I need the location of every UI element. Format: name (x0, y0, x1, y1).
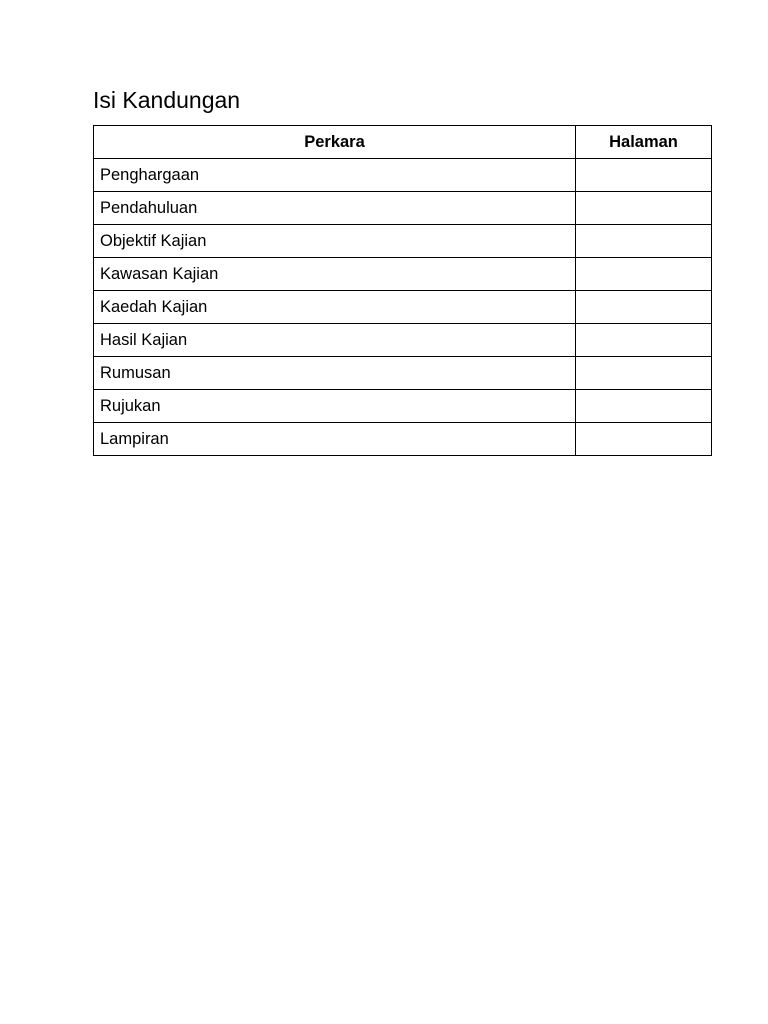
cell-perkara: Kaedah Kajian (94, 291, 576, 324)
contents-table (93, 125, 712, 456)
table-row (94, 423, 712, 456)
table-row (94, 192, 712, 225)
cell-perkara: Pendahuluan (94, 192, 576, 225)
cell-perkara: Objektif Kajian (94, 225, 576, 258)
column-header-halaman: Halaman (576, 126, 712, 159)
table-row (94, 258, 712, 291)
cell-perkara: Lampiran (94, 423, 576, 456)
cell-halaman (576, 225, 712, 258)
table-header-row (94, 126, 712, 159)
cell-perkara: Hasil Kajian (94, 324, 576, 357)
cell-halaman (576, 390, 712, 423)
table-row (94, 324, 712, 357)
table-row (94, 291, 712, 324)
table-row (94, 357, 712, 390)
cell-perkara: Rujukan (94, 390, 576, 423)
cell-perkara: Rumusan (94, 357, 576, 390)
page-title: Isi Kandungan (93, 87, 241, 113)
cell-halaman (576, 159, 712, 192)
table-row (94, 159, 712, 192)
cell-halaman (576, 192, 712, 225)
cell-halaman (576, 423, 712, 456)
cell-halaman (576, 258, 712, 291)
table-row (94, 225, 712, 258)
cell-halaman (576, 324, 712, 357)
cell-perkara: Kawasan Kajian (94, 258, 576, 291)
cell-perkara: Penghargaan (94, 159, 576, 192)
cell-halaman (576, 291, 712, 324)
column-header-perkara: Perkara (94, 126, 576, 159)
table-row (94, 390, 712, 423)
cell-halaman (576, 357, 712, 390)
